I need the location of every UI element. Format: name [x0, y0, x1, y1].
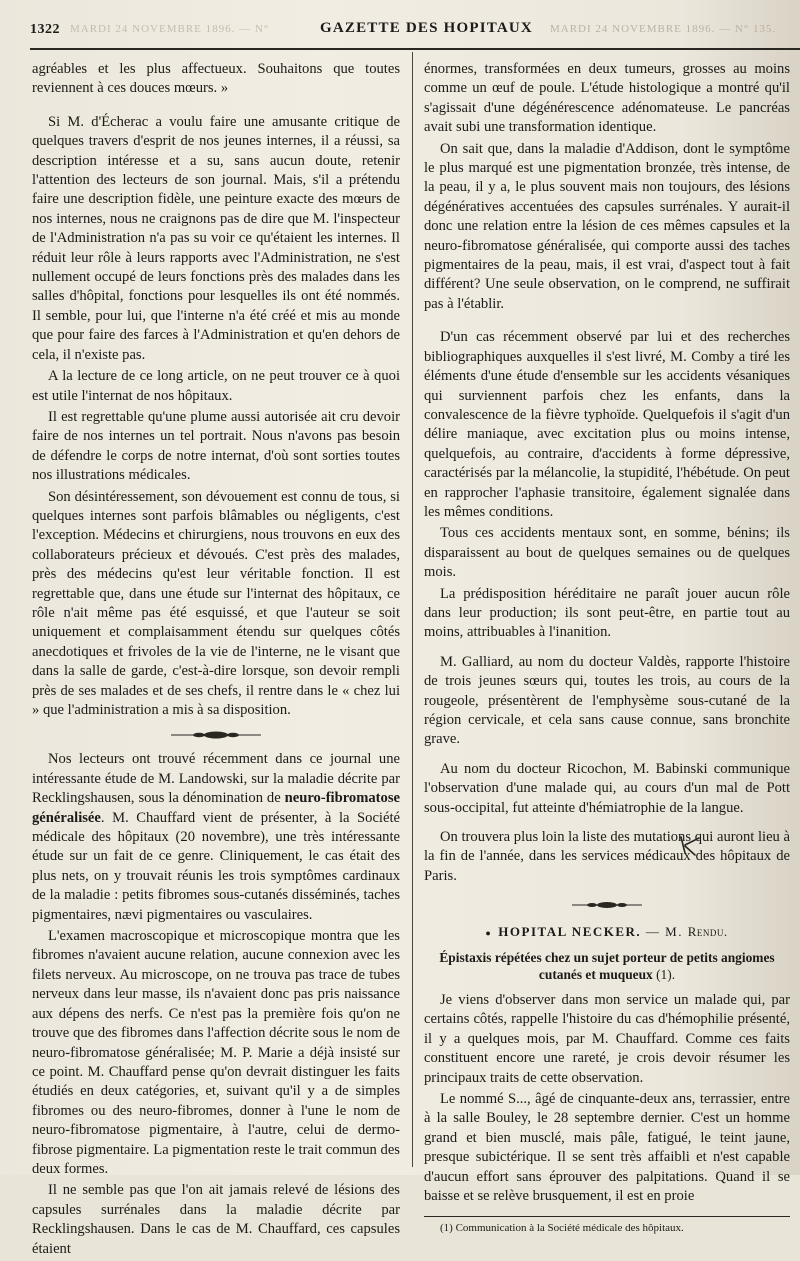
paragraph: L'examen macroscopique et microscopique montra que les fibromes n'avaient aucune relation, aucune connexion avec les filets nerveux. Au microscope, on ne trouva pas trace de tubes nerveux dans leur masse, ils n'avaient donc pas pris naissance aux dépens des nerfs. Ce n'est pas la première fois qu'on ne trouve que des fibromes dans l'affection décrite sous le nom de neuro-fibromatose généralisée; M. P. Marie a déjà insisté sur ce point. M. Chauffard pense qu'on devrait distinguer les faits étudiés en deux catégories, et, suivant qu'il y a de simples fibromes ou des neuro-fibromes, donner à l'une le nom de neuro-fibromatose pigmentaire, à l'autre, celui de dermo-fibrose pigmentaire. La pigmentation reste le trait commun des deux formes.	[32, 928, 400, 1177]
article-subtitle	[436, 949, 778, 983]
text-span: Nos lecteurs ont trouvé récemment dans ce journal une intéressante étude de M. Landowski, sur la maladie décrite par Recklingshausen, sous la dénomination de	[32, 751, 400, 807]
left-column	[32, 60, 400, 1261]
bleed-through-date-right: MARDI 24 NOVEMBRE 1896. — N° 135.	[550, 23, 777, 35]
ornament-icon	[572, 900, 642, 910]
section-ornament	[32, 726, 400, 744]
paragraph: La prédisposition héréditaire ne paraît jouer aucun rôle dans leur production; ils sont peut-être, en partie tout au moins, attribuables à l'inanition.	[424, 585, 790, 641]
page-number: 1322	[30, 22, 60, 37]
footnote-rule	[424, 1216, 790, 1217]
doctor-name: Rendu	[687, 924, 724, 940]
paragraph: M. Galliard, au nom du docteur Valdès, rapporte l'histoire de trois jeunes sœurs qui, toutes les trois, au cours de la rougeole, présentèrent de l'emphysème sous-cutané de la région cervicale, et cela sans cause connue, sans bronchite grave.	[424, 653, 790, 748]
bold-term: neuro-fibromatose généralisée	[32, 790, 400, 826]
paragraph: énormes, transformées en deux tumeurs, grosses au moins comme un œuf de poule. L'étude histologique a montré qu'il s'agissait d'une dégénérescence adénomateuse. Le pancréas avait subi une transformation identique.	[424, 61, 790, 136]
paragraph: Tous ces accidents mentaux sont, en somme, bénins; ils disparaissent au bout de quelques semaines ou de quelques mois.	[424, 525, 790, 581]
right-column	[424, 60, 790, 1235]
ornament-icon	[171, 730, 261, 740]
paragraph: Il est regrettable qu'une plume aussi autorisée ait cru devoir faire de nos internes un tel portrait. Nous n'avons pas besoin de défendre le corps de notre internat, d'où sont sorties toutes nos illustrations médicales.	[32, 408, 400, 484]
paragraph: Si M. d'Écherac a voulu faire une amusante critique de quelques travers d'esprit de nos jeunes internes, il a réussi, sa description intéresse et a su, sans aucun doute, retenir l'attention des lecteurs de son journal. Mais, s'il a prétendu faire une description fidèle, une peinture exacte des mœurs de nos internes, nous ne craignons pas de dire que M. l'inspecteur de l'Administration n'a pas su voir ce qu'étaient les internes. Il réduit leur rôle à leurs rapports avec l'Administration, ne s'est nullement occupé de leurs fonctions près des malades dans les salles d'hôpital, fonctions pour lesquelles ils ont été nommés. Il semble, pour lui, que l'interne n'a été créé et mis au monde que pour faire des farces à l'Administration et qu'en dehors de cela, il n'existe pas.	[32, 113, 400, 363]
paragraph: Je viens d'observer dans mon service un malade qui, par certains côtés, rappelle l'histoire du cas d'hémophilie présenté, il y a quelques mois, par M. Chauffard. Comme ces faits constituent encore une rareté, je crois devoir résumer les principaux traits de cette observation.	[424, 991, 790, 1086]
text-span: . M. Chauffard vient de présenter, à la Société médicale des hôpitaux (20 novembre), une très intéressante étude sur un fait de ce genre. Cliniquement, le cas était des plus nets, on y trouvait réunis les trois symptômes cardinaux de la maladie : petits fibromes sous-cutanés disséminés, taches pigmentaires, nævi pigmentaires ou vasculaires.	[32, 809, 400, 923]
column-rule	[412, 52, 413, 1167]
footnote-ref: (1).	[652, 966, 676, 982]
paragraph: On sait que, dans la maladie d'Addison, dont le symptôme le plus marqué est une pigmentation bronzée, très intense, de la peau, il y a, le plus souvent mais non toujours, des lésions dégénératives accentuées des capsules surrénales. Y aurait-il donc une relation entre la lésion de ces mêmes capsules et la neuro-fibromatose généralisée, qui comporte aussi des taches pigmentaires de la peau, mais, il est vrai, d'aspect tout à fait différent? Une seule observation, on le comprend, ne suffirait pas à l'établir.	[424, 140, 790, 312]
paragraph: On trouvera plus loin la liste des mutations qui auront lieu à la fin de l'année, dans les services médicaux des hôpitaux de Paris.	[424, 829, 790, 884]
header-rule	[30, 48, 800, 50]
bullet-icon: ●	[485, 927, 493, 938]
masthead-title: GAZETTE DES HOPITAUX	[320, 20, 533, 36]
paragraph: Son désintéressement, son dévouement est connu de tous, si quelques internes sont parfois blâmables ou négligents, c'est l'exception. Médecins et chirurgiens, nous trouvons en eux des collaborateurs précieux et dévoués. C'est près des malades, près des médecins qu'est leur véritable fonction. Il est regrettable que, dans une étude sur l'internat des hôpitaux, ce rôle n'ait même pas été esquissé, et que l'auteur se soit uniquement et complaisamment étendu sur quelques côtés anecdotiques et frivoles de la vie de l'interne, ne le visant que dans la salle de garde, c'est-à-dire lorsque, son devoir rempli près de ses malades et de ses chefs, il rentre dans le « chez lui » que l'administration a mis à sa disposition.	[32, 488, 400, 718]
paragraph: D'un cas récemment observé par lui et des recherches bibliographiques auxquelles il s'est livré, M. Comby a tiré les éléments d'une étude d'ensemble sur les accidents vésaniques qui surviennent parfois chez les enfants, dans la convalescence de la fièvre typhoïde. Quelquefois il s'agit d'un délire maniaque, avec excitation plus ou moins intense, quelquefois, au contraire, d'accidents à forme dépressive, caractérisés par la mélancolie, la stupidité, l'hébétude. On peut en rapprocher l'aphasie transitoire, également signalée dans les mêmes conditions.	[424, 329, 790, 520]
heading-period: .	[723, 924, 729, 940]
page-header	[30, 18, 800, 46]
footnote: (1) Communication à la Société médicale des hôpitaux.	[440, 1222, 684, 1235]
section-heading	[424, 922, 790, 943]
subtitle-text: Épistaxis répétées chez un sujet porteur de petits angiomes cutanés et muqueux	[439, 949, 775, 982]
hospital-name: HOPITAL NECKER.	[498, 924, 642, 940]
paragraph: Le nommé S..., âgé de cinquante-deux ans, terrassier, entre à la salle Bouley, le 28 septembre dernier. C'est un homme grand et bien musclé, mais pâle, fatigué, le teint jaune, presque subictérique. Il se sent très affaibli et n'est capable d'aucun effort sans éprouver des palpitations. Quand il se baisse et se relève brusquement, il est en proie	[424, 1091, 790, 1205]
paragraph: Il ne semble pas que l'on ait jamais relevé de lésions des capsules surrénales dans la maladie décrite par Recklingshausen. Dans le cas de M. Chauffard, ces capsules étaient	[32, 1182, 400, 1257]
heading-separator: — M.	[641, 924, 688, 940]
bleed-through-date-left: MARDI 24 NOVEMBRE 1896. — N°	[70, 23, 270, 35]
paragraph: agréables et les plus affectueux. Souhaitons que toutes reviennent à ces douces mœurs. »	[32, 61, 400, 97]
paragraph: Au nom du docteur Ricochon, M. Babinski communique l'observation d'une malade qui, au cours d'un mal de Pott sous-occipital, fut atteinte d'hémiatrophie de la langue.	[424, 760, 790, 816]
paragraph	[32, 750, 400, 925]
handwritten-mark-icon	[675, 835, 705, 857]
paragraph: A la lecture de ce long article, on ne peut trouver ce à quoi est utile l'internat de nos hôpitaux.	[32, 368, 400, 404]
section-ornament	[424, 896, 790, 914]
